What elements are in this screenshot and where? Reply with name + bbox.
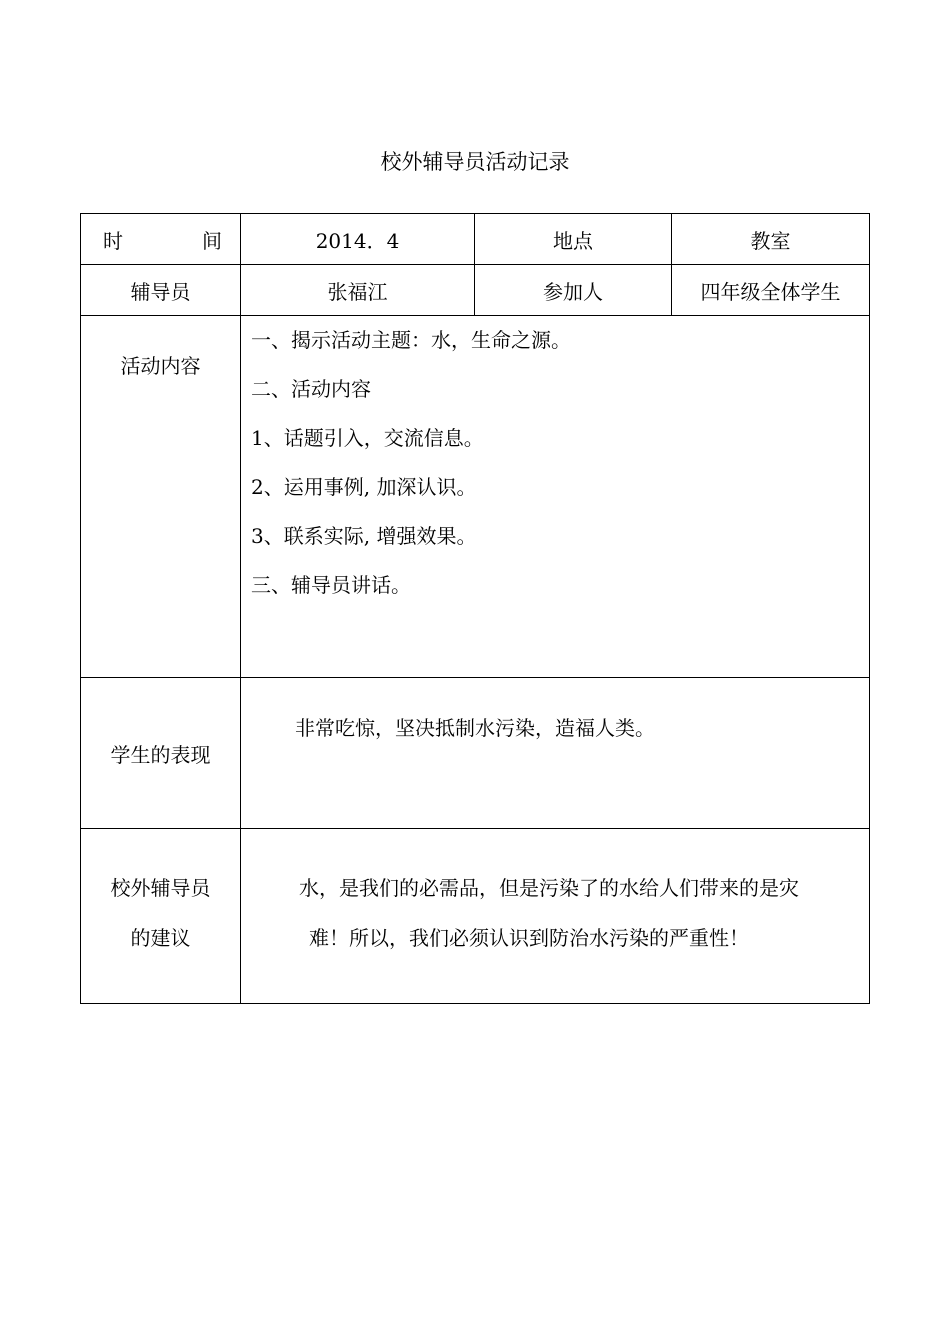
advice-text-line1: 水，是我们的必需品，但是污染了的水给人们带来的是灾: [299, 876, 799, 900]
advice-text-line2: 难！所以，我们必须认识到防治水污染的严重性！: [309, 926, 749, 950]
activity-line: 二、活动内容: [251, 377, 371, 401]
counselor-advice-label: [81, 829, 241, 1004]
table-row: [81, 265, 870, 316]
student-performance-text: 非常吃惊，坚决抵制水污染，造福人类。: [241, 678, 870, 829]
counselor-advice-text: [241, 829, 870, 1004]
participants-label: 参加人: [475, 265, 672, 316]
table-row: [81, 678, 870, 829]
page-title: 校外辅导员活动记录: [380, 150, 570, 174]
activity-line: 一、揭示活动主题：水，生命之源。: [251, 328, 571, 352]
place-value: 教室: [672, 214, 870, 265]
time-label-cell: [81, 214, 241, 265]
advice-label-line2: 的建议: [130, 926, 191, 950]
counselor-value: 张福江: [241, 265, 475, 316]
time-value: 2014．4: [241, 214, 475, 265]
advice-label-line1: 校外辅导员: [110, 876, 211, 900]
activity-line: 2、运用事例, 加深认识。: [251, 475, 477, 499]
activity-line: 三、辅导员讲话。: [251, 573, 411, 597]
participants-value: 四年级全体学生: [672, 265, 870, 316]
counselor-label: 辅导员: [81, 265, 241, 316]
activity-line: 3、联系实际, 增强效果。: [251, 524, 477, 548]
activity-content-label: 活动内容: [81, 316, 241, 678]
table-row: [81, 214, 870, 265]
activity-record-table: [80, 213, 870, 1004]
time-label-second-char: 间: [202, 228, 222, 253]
activity-line: 1、话题引入，交流信息。: [251, 426, 484, 450]
place-label: 地点: [475, 214, 672, 265]
time-label-first-char: 时: [103, 228, 123, 253]
activity-content-cell: [241, 316, 870, 678]
table-row: [81, 316, 870, 678]
table-row: [81, 829, 870, 1004]
student-performance-label: 学生的表现: [81, 678, 241, 829]
